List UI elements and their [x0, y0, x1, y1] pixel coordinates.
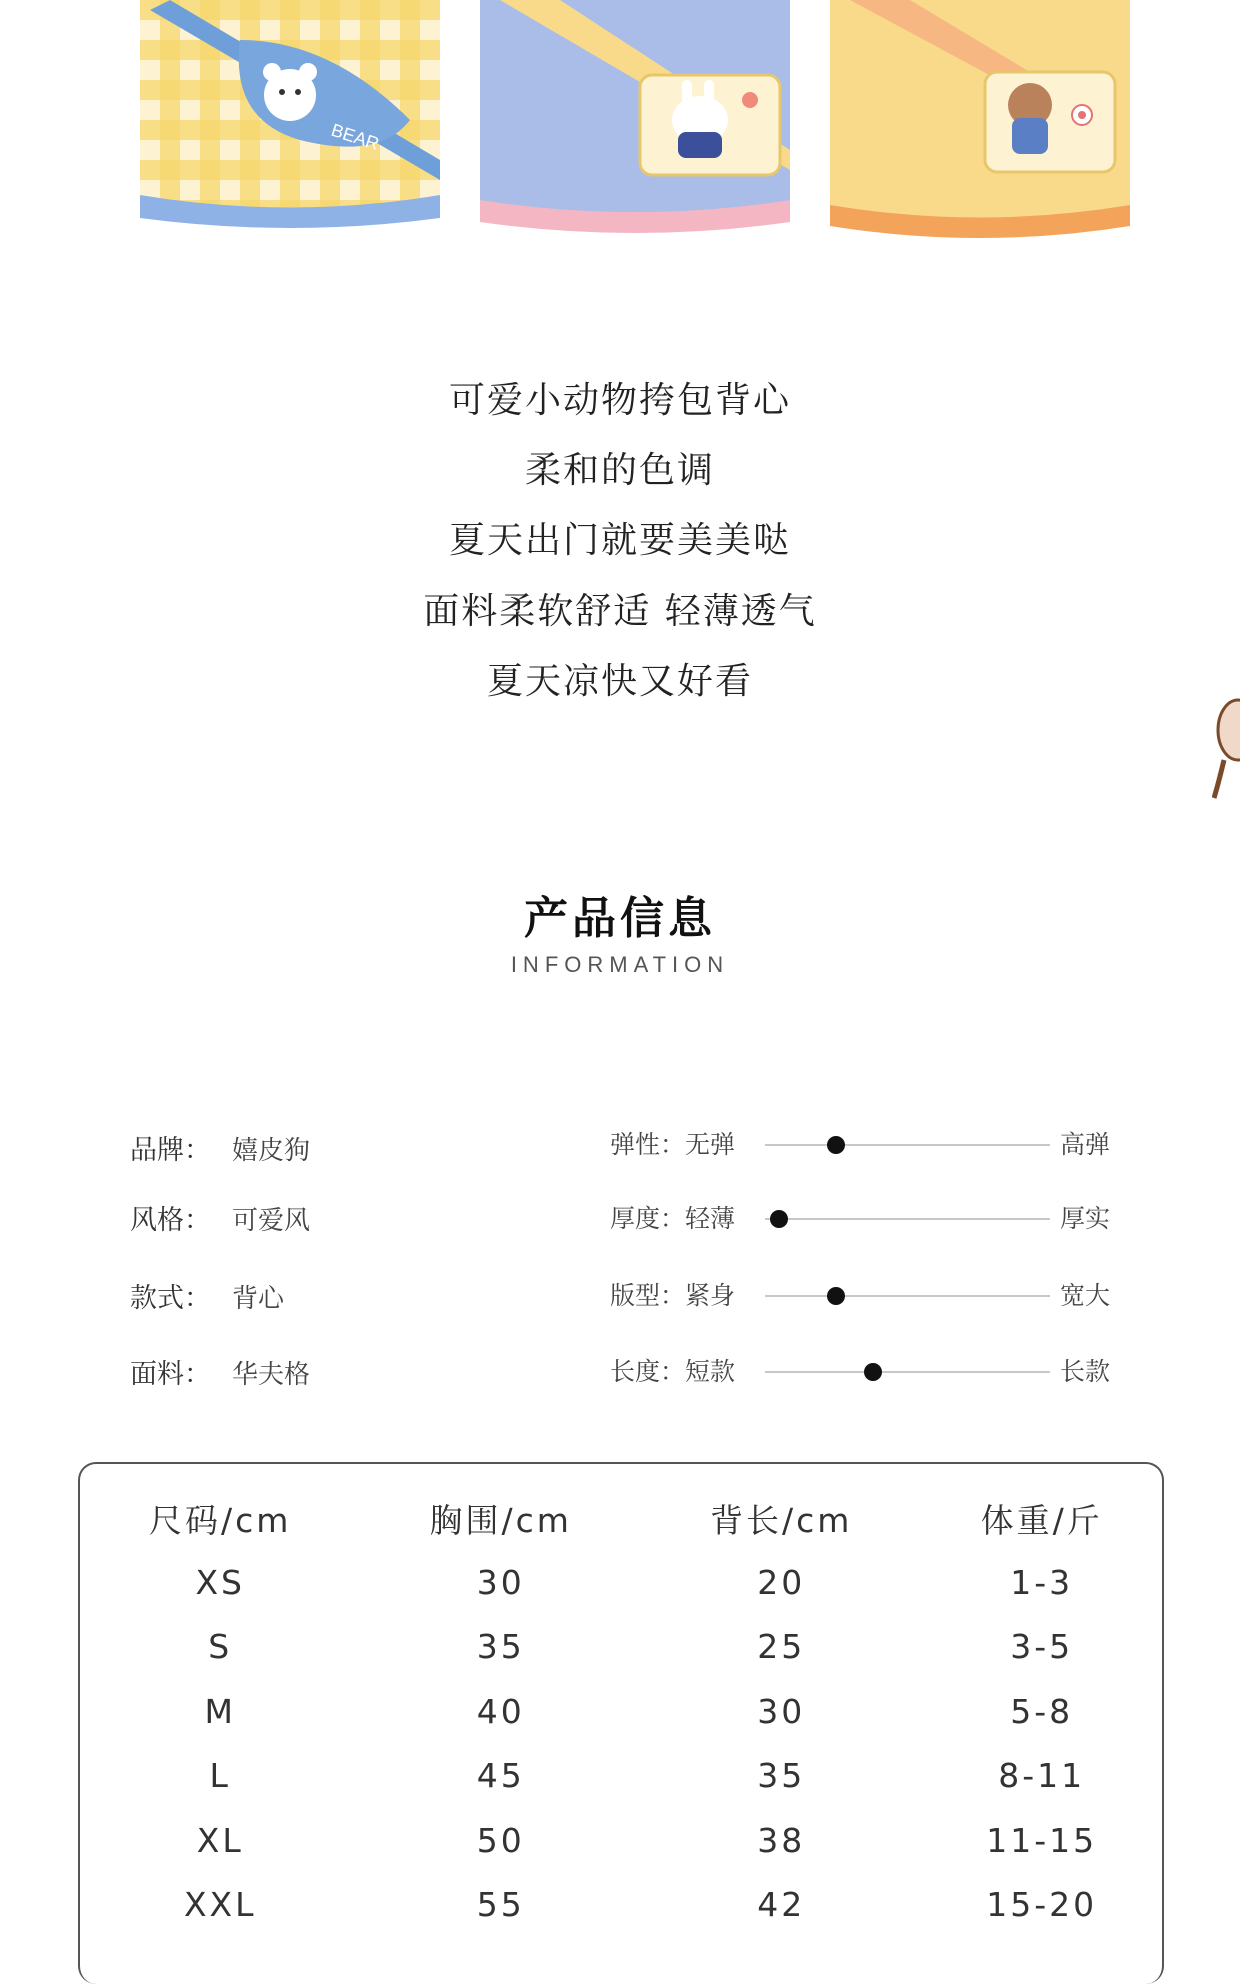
scale-marker: [827, 1136, 845, 1154]
table-cell: 35: [757, 1756, 806, 1796]
vest-yellow: [830, 0, 1130, 238]
attribute-key: 风格：: [130, 1205, 211, 1236]
scale-label: 版型：紧身: [610, 1281, 736, 1310]
table-cell: 20: [757, 1562, 806, 1602]
table-cell: 50: [476, 1820, 525, 1860]
table-cell: 11-15: [986, 1820, 1098, 1860]
column-header: 胸围/cm: [429, 1500, 572, 1540]
scale-track: [765, 1371, 1050, 1373]
scale-high-label: 宽大: [1060, 1281, 1111, 1310]
scale-marker: [864, 1363, 882, 1381]
tagline: 柔和的色调: [524, 450, 715, 491]
scale-high-label: 厚实: [1060, 1204, 1111, 1233]
tagline: 面料柔软舒适 轻薄透气: [423, 591, 817, 632]
scale-thickness: [610, 1199, 1120, 1239]
table-cell: L: [209, 1756, 231, 1796]
table-header-row: [80, 1486, 1162, 1550]
vest-yellow-gingham: [140, 0, 440, 228]
table-row: [80, 1744, 1162, 1809]
scale-track: [765, 1218, 1050, 1220]
scale-marker: [827, 1287, 845, 1305]
vest-lavender: [480, 0, 790, 233]
table-row: [80, 1808, 1162, 1873]
column-header: 尺码/cm: [149, 1500, 292, 1540]
table-cell: S: [208, 1627, 233, 1667]
product-images: [0, 0, 1240, 250]
attribute-brand: [130, 1128, 310, 1167]
table-cell: 30: [757, 1691, 806, 1731]
size-table: [78, 1462, 1164, 1984]
table-row: [80, 1873, 1162, 1938]
attribute-fabric: [130, 1352, 310, 1391]
section-subtitle: INFORMATION: [510, 952, 730, 977]
tagline: 夏天凉快又好看: [486, 661, 753, 702]
attribute-key: 款式：: [130, 1283, 211, 1314]
column-header: 体重/斤: [980, 1500, 1103, 1540]
table-cell: 3-5: [1010, 1627, 1074, 1667]
attribute-value: 华夫格: [232, 1360, 311, 1390]
scale-track: [765, 1295, 1050, 1297]
table-cell: 1-3: [1010, 1562, 1074, 1602]
scale-marker: [770, 1210, 788, 1228]
scale-track: [765, 1144, 1050, 1146]
table-cell: 42: [757, 1885, 806, 1925]
table-row: [80, 1550, 1162, 1615]
table-cell: XL: [196, 1820, 244, 1860]
table-cell: 45: [476, 1756, 525, 1796]
attribute-key: 面料：: [130, 1359, 211, 1390]
scale-high-label: 长款: [1060, 1357, 1111, 1386]
table-cell: 40: [476, 1691, 525, 1731]
table-cell: XXL: [183, 1885, 257, 1925]
table-cell: 30: [476, 1562, 525, 1602]
section-title: 产品信息: [524, 893, 716, 944]
table-row: [80, 1615, 1162, 1680]
scale-elasticity: [610, 1125, 1120, 1165]
table-cell: M: [204, 1691, 236, 1731]
scale-label: 长度：短款: [610, 1357, 736, 1386]
tagline: 夏天出门就要美美哒: [448, 520, 791, 561]
attribute-value: 嬉皮狗: [232, 1136, 311, 1166]
table-cell: 8-11: [998, 1756, 1086, 1796]
scale-label: 厚度：轻薄: [610, 1204, 736, 1233]
attribute-value: 背心: [232, 1284, 285, 1314]
table-cell: 15-20: [986, 1885, 1098, 1925]
table-cell: 38: [757, 1820, 806, 1860]
attribute-value: 可爱风: [232, 1206, 311, 1236]
scale-high-label: 高弹: [1060, 1130, 1111, 1159]
decorative-animal-icon: [1212, 690, 1240, 800]
table-row: [80, 1679, 1162, 1744]
table-cell: XS: [195, 1562, 246, 1602]
table-cell: 55: [476, 1885, 525, 1925]
bag-text: BEAR: [328, 119, 382, 154]
attribute-key: 品牌：: [130, 1135, 211, 1166]
tagline: 可爱小动物挎包背心: [448, 380, 791, 421]
table-cell: 35: [476, 1627, 525, 1667]
column-header: 背长/cm: [710, 1500, 853, 1540]
attribute-style: [130, 1198, 310, 1237]
table-cell: 25: [757, 1627, 806, 1667]
attribute-type: [130, 1276, 284, 1315]
scale-label: 弹性：无弹: [610, 1130, 736, 1159]
table-cell: 5-8: [1010, 1691, 1074, 1731]
scale-fit: [610, 1276, 1120, 1316]
scale-length: [610, 1352, 1120, 1392]
